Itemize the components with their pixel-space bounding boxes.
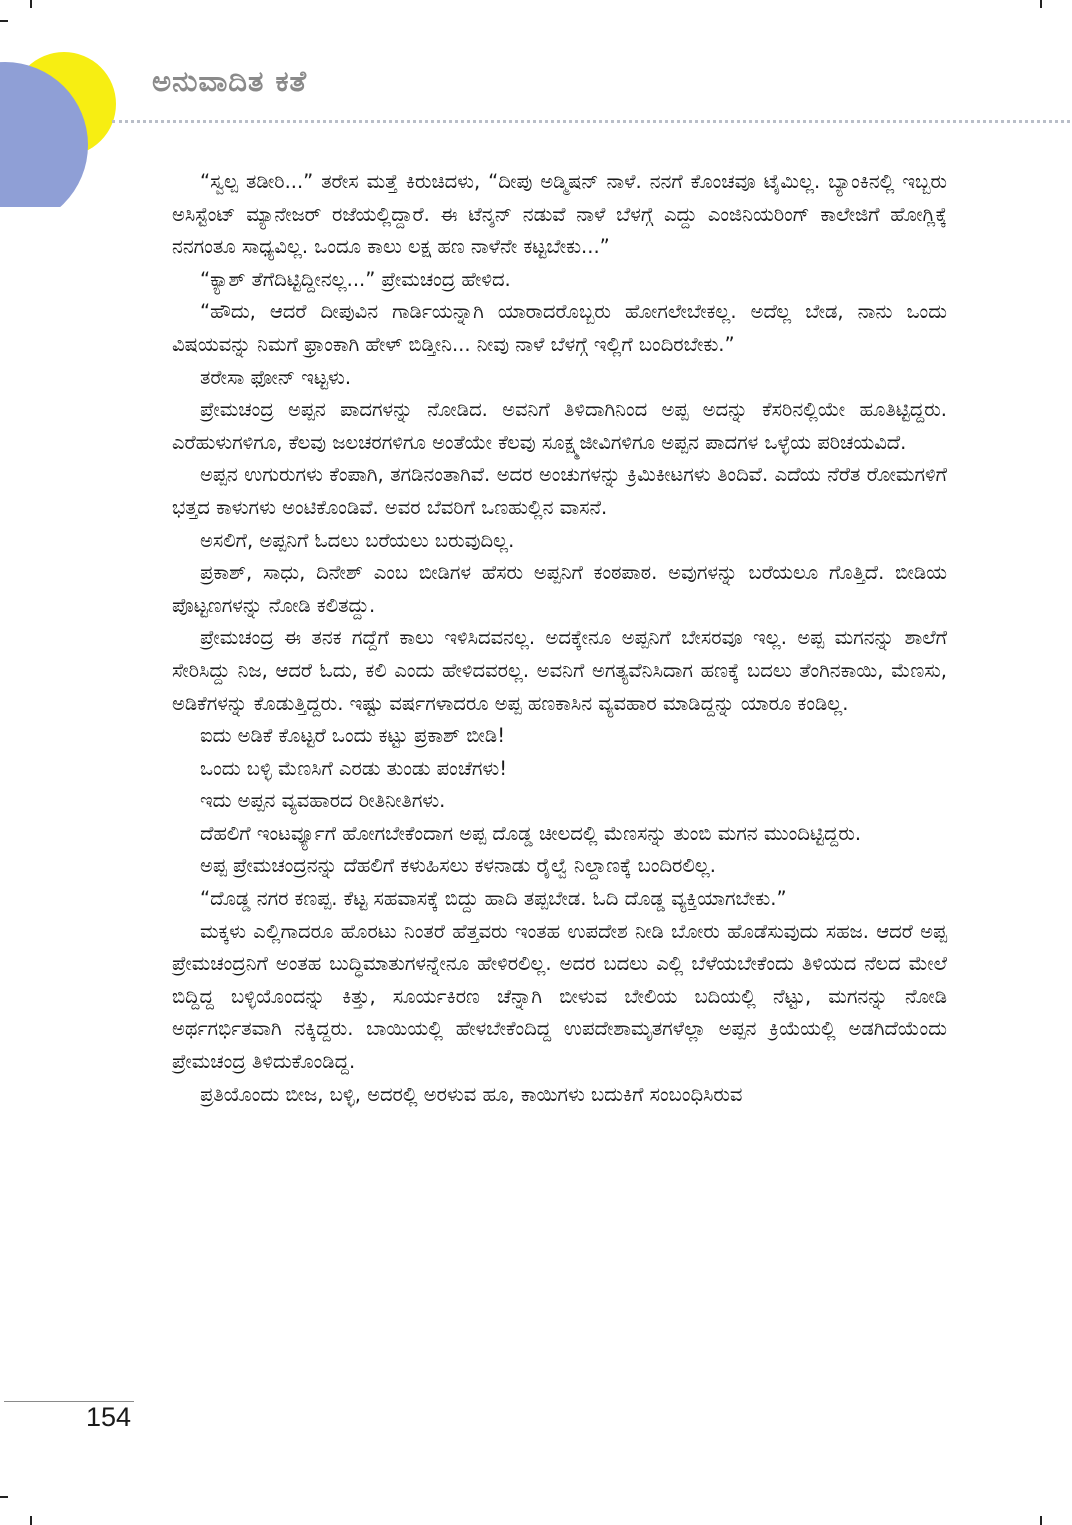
- paragraph: ಪ್ರೇಮಚಂದ್ರ ಅಪ್ಪನ ಪಾದಗಳನ್ನು ನೋಡಿದ. ಅವನಿಗೆ ತಿಳಿದಾಗಿನಿಂದ ಅಪ್ಪ ಅದನ್ನು ಕೆಸರಿನಲ್ಲಿಯೇ ಹೂತಿಟ್ಟಿದ್ದರು. ಎರೆಹುಳುಗಳಿಗೂ, ಕೆಲವು ಜಲಚರಗಳಿಗೂ ಅಂತೆಯೇ ಕೆಲವು ಸೂಕ್ಷ್ಮಜೀವಿಗಳಿಗೂ ಅಪ್ಪನ ಪಾದಗಳ ಒಳ್ಳೆಯ ಪರಿಚಯವಿದೆ.: [172, 398, 947, 454]
- crop-mark: [0, 1496, 8, 1498]
- crop-mark: [30, 1516, 32, 1525]
- paragraph: ಇದು ಅಪ್ಪನ ವ್ಯವಹಾರದ ರೀತಿನೀತಿಗಳು.: [200, 789, 446, 813]
- paragraph: ಅಸಲಿಗೆ, ಅಪ್ಪನಿಗೆ ಓದಲು ಬರೆಯಲು ಬರುವುದಿಲ್ಲ.: [200, 528, 515, 552]
- dotted-divider: [112, 120, 1070, 123]
- page-number: 154: [86, 1402, 132, 1432]
- paragraph: “ಹೌದು, ಆದರೆ ದೀಪುವಿನ ಗಾರ್ಡಿಯನ್ನಾಗಿ ಯಾರಾದರೊಬ್ಬರು ಹೋಗಲೇಬೇಕಲ್ಲ. ಅದೆಲ್ಲ ಬೇಡ, ನಾನು ಒಂದು ವಿಷಯವನ್ನು ನಿಮಗೆ ಫ್ರಾಂಕಾಗಿ ಹೇಳ್ ಬಿಡ್ತೀನಿ... ನೀವು ನಾಳೆ ಬೆಳಗ್ಗೆ ಇಲ್ಲಿಗೆ ಬಂದಿರಬೇಕು.”: [172, 300, 947, 356]
- crop-mark: [1040, 0, 1042, 8]
- paragraph: ಒಂದು ಬಳ್ಳಿ ಮೆಣಸಿಗೆ ಎರಡು ತುಂಡು ಪಂಚೆಗಳು!: [200, 756, 508, 780]
- paragraph: ಪ್ರಕಾಶ್, ಸಾಧು, ದಿನೇಶ್ ಎಂಬ ಬೀಡಿಗಳ ಹೆಸರು ಅಪ್ಪನಿಗೆ ಕಂಠಪಾಠ. ಅವುಗಳನ್ನು ಬರೆಯಲೂ ಗೊತ್ತಿದೆ. ಬೀಡಿಯ ಪೊಟ್ಟಣಗಳನ್ನು ನೋಡಿ ಕಲಿತದ್ದು.: [172, 561, 947, 617]
- paragraph: “ಕ್ಯಾಶ್ ತೆಗೆದಿಟ್ಟಿದ್ದೀನಲ್ಲ...” ಪ್ರೇಮಚಂದ್ರ ಹೇಳಿದ.: [200, 267, 511, 291]
- paragraph: “ದೊಡ್ಡ ನಗರ ಕಣಪ್ಪ. ಕೆಟ್ಟ ಸಹವಾಸಕ್ಕೆ ಬಿದ್ದು ಹಾದಿ ತಪ್ಪಬೇಡ. ಓದಿ ದೊಡ್ಡ ವ್ಯಕ್ತಿಯಾಗಬೇಕು.”: [200, 887, 787, 911]
- paragraph: ಅಪ್ಪ ಪ್ರೇಮಚಂದ್ರನನ್ನು ದೆಹಲಿಗೆ ಕಳುಹಿಸಲು ಕಳನಾಡು ರೈಲ್ವೆ ನಿಲ್ದಾಣಕ್ಕೆ ಬಂದಿರಲಿಲ್ಲ.: [200, 854, 716, 878]
- header-decoration: [0, 52, 120, 207]
- story-body: [172, 166, 947, 1111]
- paragraph: ದೆಹಲಿಗೆ ಇಂಟರ್ವ್ಯೂಗೆ ಹೋಗಬೇಕೆಂದಾಗ ಅಪ್ಪ ದೊಡ್ಡ ಚೀಲದಲ್ಲಿ ಮೆಣಸನ್ನು ತುಂಬಿ ಮಗನ ಮುಂದಿಟ್ಟಿದ್ದರು.: [200, 821, 862, 845]
- paragraph: ಪ್ರೇಮಚಂದ್ರ ಈ ತನಕ ಗದ್ದೆಗೆ ಕಾಲು ಇಳಿಸಿದವನಲ್ಲ. ಅದಕ್ಕೇನೂ ಅಪ್ಪನಿಗೆ ಬೇಸರವೂ ಇಲ್ಲ. ಅಪ್ಪ ಮಗನನ್ನು ಶಾಲೆಗೆ ಸೇರಿಸಿದ್ದು ನಿಜ, ಆದರೆ ಓದು, ಕಲಿ ಎಂದು ಹೇಳಿದವರಲ್ಲ. ಅವನಿಗೆ ಅಗತ್ಯವೆನಿಸಿದಾಗ ಹಣಕ್ಕೆ ಬದಲು ತೆಂಗಿನಕಾಯಿ, ಮೆಣಸು, ಅಡಿಕೆಗಳನ್ನು ಕೊಡುತ್ತಿದ್ದರು. ಇಷ್ಟು ವರ್ಷಗಳಾದರೂ ಅಪ್ಪ ಹಣಕಾಸಿನ ವ್ಯವಹಾರ ಮಾಡಿದ್ದನ್ನು ಯಾರೂ ಕಂಡಿಲ್ಲ.: [172, 626, 947, 715]
- paragraph: ಅಪ್ಪನ ಉಗುರುಗಳು ಕೆಂಪಾಗಿ, ತಗಡಿನಂತಾಗಿವೆ. ಅದರ ಅಂಚುಗಳನ್ನು ಕ್ರಿಮಿಕೀಟಗಳು ತಿಂದಿವೆ. ಎದೆಯ ನೆರೆತ ರೋಮಗಳಿಗೆ ಭತ್ತದ ಕಾಳುಗಳು ಅಂಟಿಕೊಂಡಿವೆ. ಅವರ ಬೆವರಿಗೆ ಒಣಹುಲ್ಲಿನ ವಾಸನೆ.: [172, 463, 947, 519]
- paragraph: “ಸ್ವಲ್ಪ ತಡೀರಿ...” ತರೇಸ ಮತ್ತೆ ಕಿರುಚಿದಳು, “ದೀಪು ಅಡ್ಮಿಷನ್ ನಾಳೆ. ನನಗೆ ಕೊಂಚವೂ ಟೈಮಿಲ್ಲ. ಬ್ಯಾಂಕಿನಲ್ಲಿ ಇಬ್ಬರು ಅಸಿಸ್ಟೆಂಟ್ ಮ್ಯಾನೇಜರ್ ರಜೆಯಲ್ಲಿದ್ದಾರೆ. ಈ ಟೆನ್ಶನ್ ನಡುವೆ ನಾಳೆ ಬೆಳಗ್ಗೆ ಎದ್ದು ಎಂಜಿನಿಯರಿಂಗ್ ಕಾಲೇಜಿಗೆ ಹೋಗ್ಲಿಕ್ಕೆ ನನಗಂತೂ ಸಾಧ್ಯವಿಲ್ಲ. ಒಂದೂ ಕಾಲು ಲಕ್ಷ ಹಣ ನಾಳೆನೇ ಕಟ್ಟಬೇಕು...”: [172, 170, 947, 259]
- paragraph: ಮಕ್ಕಳು ಎಲ್ಲಿಗಾದರೂ ಹೊರಟು ನಿಂತರೆ ಹೆತ್ತವರು ಇಂತಹ ಉಪದೇಶ ನೀಡಿ ಬೋರು ಹೊಡೆಸುವುದು ಸಹಜ. ಆದರೆ ಅಪ್ಪ ಪ್ರೇಮಚಂದ್ರನಿಗೆ ಅಂತಹ ಬುದ್ಧಿಮಾತುಗಳನ್ನೇನೂ ಹೇಳಿರಲಿಲ್ಲ. ಅದರ ಬದಲು ಎಲ್ಲಿ ಬೆಳೆಯಬೇಕೆಂದು ತಿಳಿಯದ ನೆಲದ ಮೇಲೆ ಬಿದ್ದಿದ್ದ ಬಳ್ಳಿಯೊಂದನ್ನು ಕಿತ್ತು, ಸೂರ್ಯಕಿರಣ ಚೆನ್ನಾಗಿ ಬೀಳುವ ಬೇಲಿಯ ಬದಿಯಲ್ಲಿ ನೆಟ್ಟು, ಮಗನನ್ನು ನೋಡಿ ಅರ್ಥಗರ್ಭಿತವಾಗಿ ನಕ್ಕಿದ್ದರು. ಬಾಯಿಯಲ್ಲಿ ಹೇಳಬೇಕೆಂದಿದ್ದ ಉಪದೇಶಾಮೃತಗಳೆಲ್ಲಾ ಅಪ್ಪನ ಕ್ರಿಯೆಯಲ್ಲಿ ಅಡಗಿದೆಯೆಂದು ಪ್ರೇಮಚಂದ್ರ ತಿಳಿದುಕೊಂಡಿದ್ದ.: [172, 919, 947, 1074]
- crop-mark: [1040, 1516, 1042, 1525]
- section-title: ಅನುವಾದಿತ ಕತೆ: [152, 64, 308, 98]
- paragraph: ತರೇಸಾ ಫೋನ್ ಇಟ್ಟಳು.: [200, 365, 352, 389]
- paragraph: ಐದು ಅಡಿಕೆ ಕೊಟ್ಟರೆ ಒಂದು ಕಟ್ಟು ಪ್ರಕಾಶ್ ಬೀಡಿ!: [200, 724, 506, 748]
- paragraph: ಪ್ರತಿಯೊಂದು ಬೀಜ, ಬಳ್ಳಿ, ಅದರಲ್ಲಿ ಅರಳುವ ಹೂ, ಕಾಯಿಗಳು ಬದುಕಿಗೆ ಸಂಬಂಧಿಸಿರುವ: [200, 1082, 743, 1106]
- crop-mark: [0, 20, 8, 22]
- crop-mark: [30, 0, 32, 8]
